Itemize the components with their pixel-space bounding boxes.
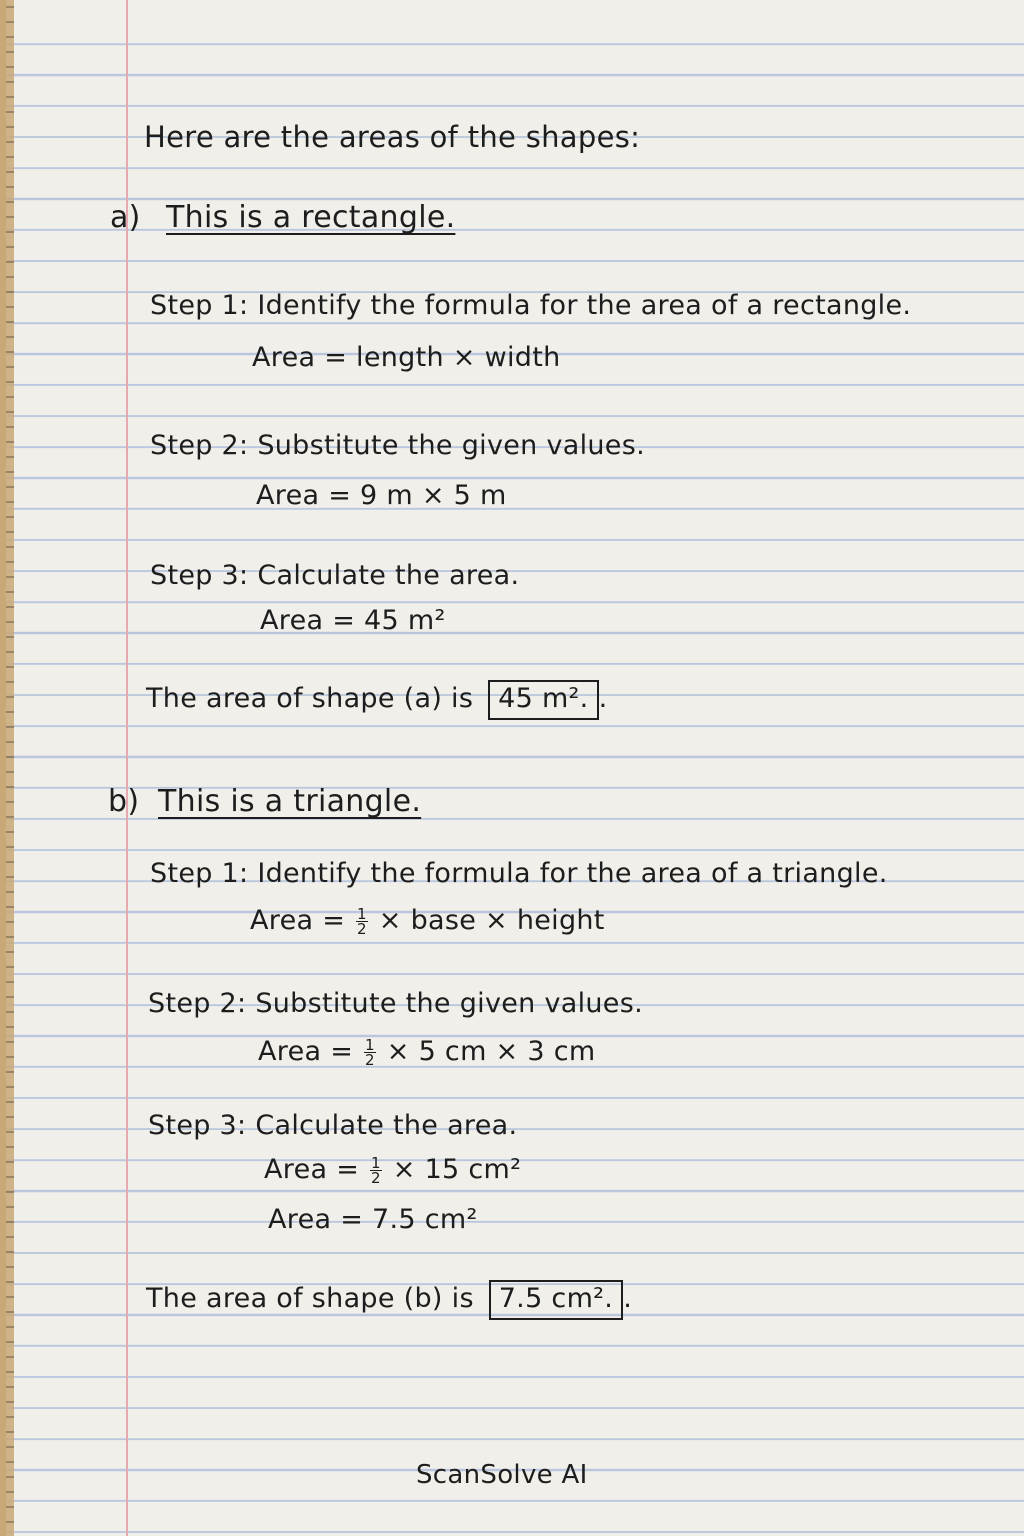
part-b-heading: This is a triangle. — [158, 784, 422, 819]
binding-edge — [6, 0, 14, 1536]
part-b-step1-eq-prefix: Area = — [250, 905, 346, 936]
part-a-step1-equation: Area = length × width — [252, 342, 561, 373]
part-a-heading: This is a rectangle. — [166, 200, 456, 235]
part-b-answer-box — [489, 1280, 623, 1320]
part-a-answer: 45 m². — [498, 683, 589, 714]
footer-brand: ScanSolve AI — [416, 1460, 588, 1490]
fraction-denominator: 2 — [365, 1051, 375, 1069]
part-b-step2: Step 2: Substitute the given values. — [148, 988, 643, 1019]
part-b-step3-eq1-suffix: × 15 cm² — [392, 1154, 522, 1185]
one-half-fraction — [370, 1156, 382, 1185]
part-b-answer: 7.5 cm². — [498, 1283, 614, 1314]
fraction-denominator: 2 — [357, 920, 367, 938]
part-b-period: . — [623, 1283, 633, 1314]
page-title: Here are the areas of the shapes: — [144, 120, 641, 154]
part-b-step1-equation — [250, 905, 605, 936]
part-a-label: a) — [110, 200, 141, 235]
part-b-step2-eq-suffix: × 5 cm × 3 cm — [386, 1036, 596, 1067]
one-half-fraction — [364, 1038, 376, 1067]
fraction-denominator: 2 — [371, 1169, 381, 1187]
part-b-label: b) — [108, 784, 140, 819]
part-b-conclusion-text: The area of shape (b) is — [146, 1283, 474, 1314]
part-a-step1: Step 1: Identify the formula for the area of a rectangle. — [150, 290, 912, 321]
part-a-step3-equation: Area = 45 m² — [260, 605, 446, 636]
fraction-numerator: 1 — [365, 1036, 375, 1054]
part-b-step3-eq1-prefix: Area = — [264, 1154, 360, 1185]
fraction-numerator: 1 — [371, 1154, 381, 1172]
part-a-step2-equation: Area = 9 m × 5 m — [256, 480, 507, 511]
part-b-step1-eq-suffix: × base × height — [378, 905, 605, 936]
part-a-step2: Step 2: Substitute the given values. — [150, 430, 645, 461]
part-a-conclusion-text: The area of shape (a) is — [146, 683, 474, 714]
part-b-step3-equation-2: Area = 7.5 cm² — [268, 1204, 478, 1235]
part-b-step1: Step 1: Identify the formula for the area of a triangle. — [150, 858, 888, 889]
part-a-step3: Step 3: Calculate the area. — [150, 560, 520, 591]
part-b-conclusion — [146, 1280, 632, 1320]
one-half-fraction — [356, 907, 368, 936]
notebook-paper — [6, 0, 1024, 1536]
part-a-answer-box — [488, 680, 598, 720]
part-b-step2-equation — [258, 1036, 595, 1067]
part-b-step3-equation-1 — [264, 1154, 521, 1185]
fraction-numerator: 1 — [357, 905, 367, 923]
part-b-step3: Step 3: Calculate the area. — [148, 1110, 518, 1141]
part-a-conclusion — [146, 680, 607, 720]
part-a-period: . — [598, 683, 608, 714]
part-b-step2-eq-prefix: Area = — [258, 1036, 354, 1067]
